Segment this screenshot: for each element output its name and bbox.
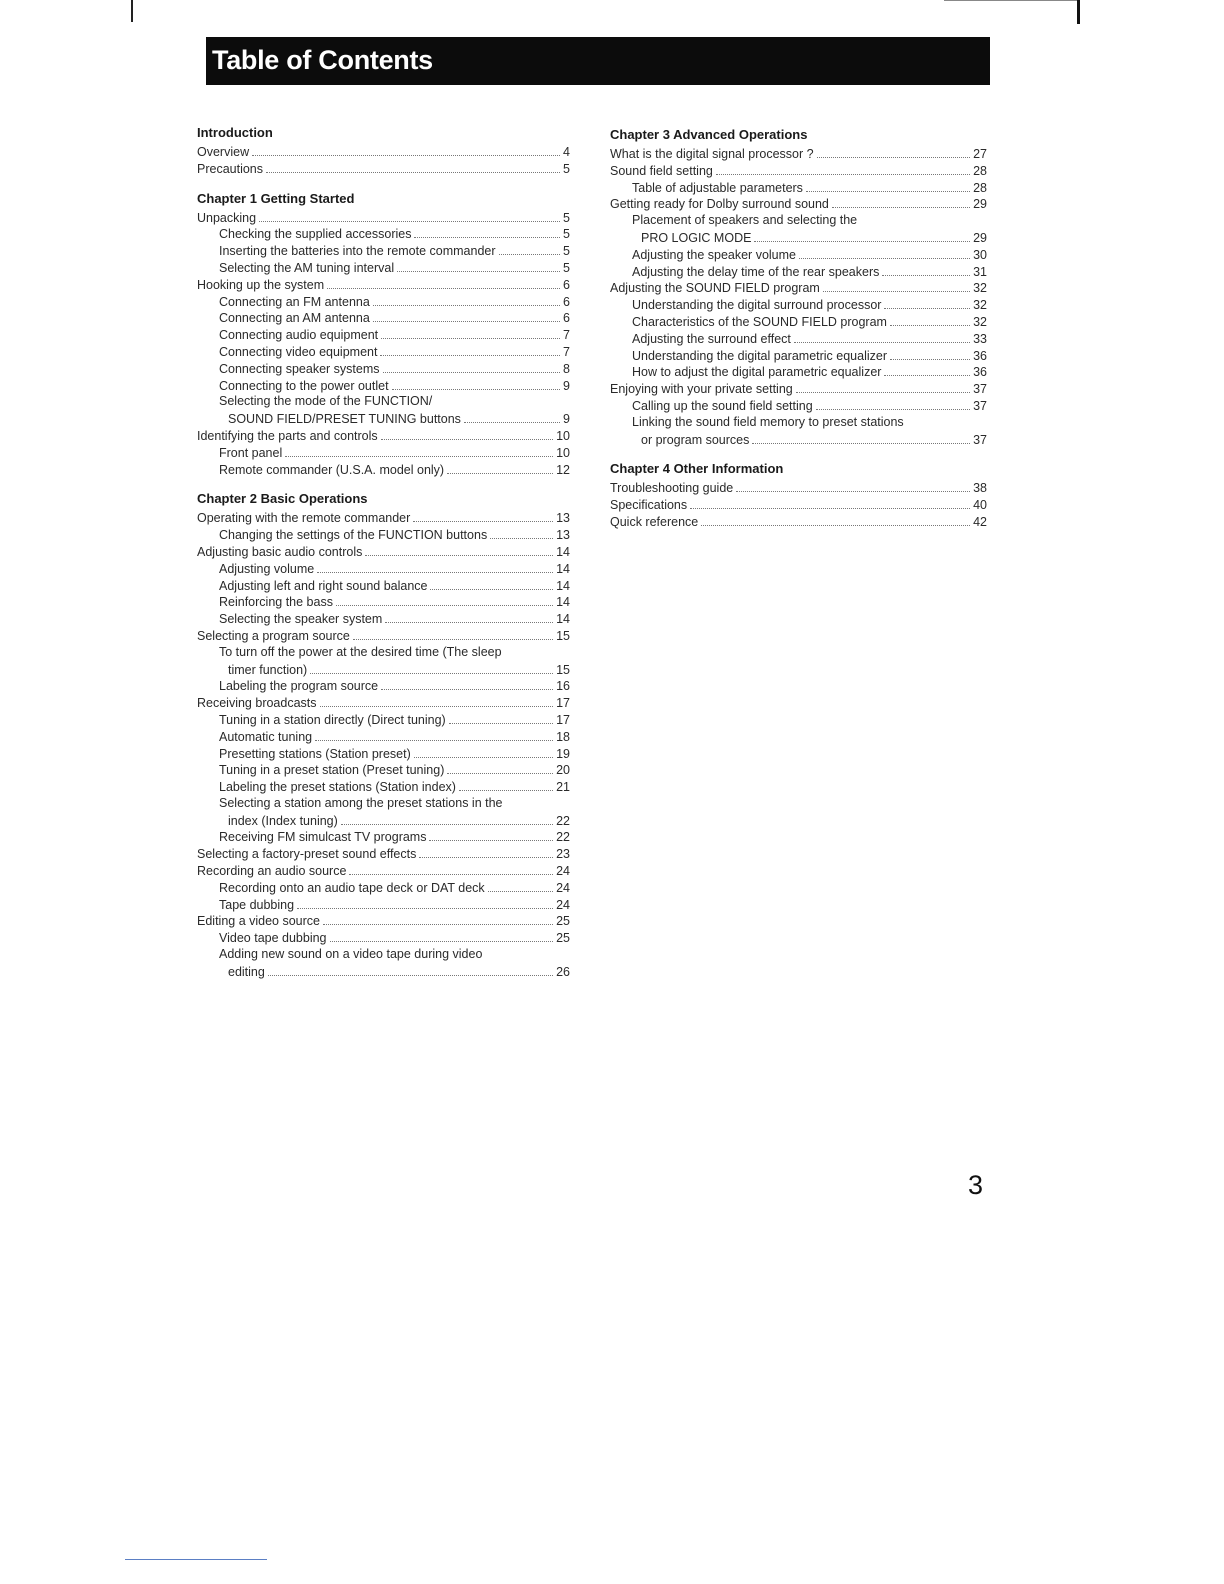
dot-leader [383,358,561,373]
toc-entry[interactable] [610,412,987,429]
dot-leader [419,843,553,858]
toc-entry[interactable] [197,558,570,575]
entry-title: Selecting the speaker system [219,612,383,627]
toc-entry[interactable] [197,507,570,524]
entry-page: 32 [973,298,987,313]
toc-entry[interactable] [197,425,570,442]
entry-page: 38 [973,481,987,496]
entry-title: Receiving FM simulcast TV programs [219,830,427,845]
entry-page: 12 [556,462,570,477]
entry-title: Adjusting the surround effect [632,331,791,346]
dot-leader [754,227,970,242]
entry-page: 5 [563,210,570,225]
entry-page: 29 [973,230,987,245]
dot-leader [459,776,553,791]
entry-page: 29 [973,197,987,212]
toc-entry[interactable] [197,810,570,827]
entry-title: PRO LOGIC MODE [641,230,752,245]
dot-leader [435,391,567,405]
dot-leader [285,442,553,457]
entry-title: Operating with the remote commander [197,511,411,526]
entry-page: 14 [556,544,570,559]
dot-leader [413,507,553,522]
dot-leader [447,759,553,774]
entry-page: 9 [563,412,570,427]
entry-title: Quick reference [610,514,699,529]
entry-page: 24 [556,897,570,912]
toc-entry[interactable] [197,341,570,358]
section-heading: Chapter 2 Basic Operations [197,491,368,507]
entry-page: 6 [563,294,570,309]
entry-title: Adjusting the speaker volume [632,247,796,262]
entry-page: 16 [556,679,570,694]
dot-leader [259,207,560,222]
toc-entry[interactable] [197,659,570,676]
toc-entry[interactable] [197,274,570,291]
toc-entry[interactable] [197,375,570,392]
entry-title: Adjusting basic audio controls [197,544,363,559]
entry-title: Selecting the AM tuning interval [219,260,395,275]
entry-title: Recording onto an audio tape deck or DAT deck [219,880,485,895]
dot-leader [373,291,560,306]
entry-page: 33 [973,331,987,346]
toc-entry[interactable] [197,793,570,810]
entry-page: 28 [973,180,987,195]
bottom-rule [125,1559,267,1560]
dot-leader [323,910,553,925]
entry-page: 17 [556,696,570,711]
dot-leader [806,177,970,192]
title-banner [200,37,990,85]
entry-title: Placement of speakers and selecting the [632,213,858,228]
entry-page: 30 [973,247,987,262]
dot-leader [385,608,553,623]
entry-title: Checking the supplied accessories [219,227,412,242]
toc-entry[interactable] [197,575,570,592]
toc-entry[interactable] [197,675,570,692]
dot-leader [752,429,970,444]
dot-leader [392,375,560,390]
dot-leader [485,944,567,958]
entry-title: Connecting to the power outlet [219,378,389,393]
entry-title: Adjusting left and right sound balance [219,578,428,593]
dot-leader [414,223,560,238]
toc-entry[interactable] [197,726,570,743]
entry-title: Tape dubbing [219,897,295,912]
dot-leader [336,591,553,606]
toc-entry[interactable] [610,328,987,345]
entry-title: Sound field setting [610,163,713,178]
dot-leader [266,158,560,173]
dot-leader [490,524,553,539]
toc-entry[interactable] [197,776,570,793]
entry-title: Connecting audio equipment [219,328,379,343]
entry-page: 18 [556,729,570,744]
dot-leader [297,894,553,909]
entry-page: 10 [556,428,570,443]
toc-entry[interactable] [610,227,987,244]
dot-leader [317,558,553,573]
entry-page: 5 [563,161,570,176]
toc-section [197,190,570,476]
entry-page: 14 [556,578,570,593]
entry-title: Linking the sound field memory to preset stations [632,414,904,429]
entry-title: or program sources [641,432,750,447]
dot-leader [268,961,553,976]
section-heading: Introduction [197,125,273,140]
entry-title: Identifying the parts and controls [197,428,378,443]
entry-title: How to adjust the digital parametric equalizer [632,365,882,380]
crop-mark-left [131,0,133,22]
entry-page: 37 [973,382,987,397]
section-heading: Chapter 4 Other Information [610,461,784,477]
entry-title: Adjusting volume [219,561,315,576]
entry-page: 14 [556,561,570,576]
entry-title: Hooking up the system [197,277,325,292]
toc-entry[interactable] [610,345,987,362]
section-heading: Chapter 1 Getting Started [197,190,355,206]
entry-page: 7 [563,344,570,359]
entry-page: 24 [556,880,570,895]
entry-title: Precautions [197,161,264,176]
toc-entry[interactable] [197,207,570,224]
toc-entry[interactable] [610,311,987,328]
entry-title: Connecting an FM antenna [219,294,370,309]
toc-entry[interactable] [610,378,987,395]
entry-title: index (Index tuning) [228,813,338,828]
toc-entry[interactable] [197,759,570,776]
entry-page: 14 [556,595,570,610]
dot-leader [506,793,567,807]
entry-page: 22 [556,813,570,828]
entry-title: Tuning in a preset station (Preset tuning) [219,763,445,778]
dot-leader [907,412,984,426]
entry-title: Selecting a program source [197,628,350,643]
toc-entry[interactable] [197,324,570,341]
entry-title: Front panel [219,445,283,460]
dot-leader [823,277,970,292]
entry-page: 27 [973,147,987,161]
dot-leader [349,860,553,875]
dot-leader [890,311,970,326]
toc-entry[interactable] [197,625,570,642]
toc-entry[interactable] [610,261,987,278]
toc-entry[interactable] [610,477,987,494]
entry-page: 15 [556,662,570,677]
entry-page: 19 [556,746,570,761]
entry-page: 21 [556,780,570,795]
entry-page: 5 [563,227,570,242]
dot-leader [884,294,970,309]
entry-title: Table of adjustable parameters [632,180,803,195]
entry-page: 7 [563,328,570,343]
toc-entry[interactable] [610,511,987,528]
entry-title: Inserting the batteries into the remote commander [219,244,496,259]
dot-leader [310,659,553,674]
entry-title: Labeling the program source [219,679,379,694]
dot-leader [320,692,554,707]
entry-title: Video tape dubbing [219,931,327,946]
page-number: 3 [968,1170,984,1200]
dot-leader [716,160,970,175]
entry-page: 31 [973,264,987,279]
toc-section [610,460,987,527]
dot-leader [429,826,553,841]
toc-entry[interactable] [197,524,570,541]
entry-title: Receiving broadcasts [197,696,317,711]
crop-mark-right [1077,0,1080,24]
toc-entry[interactable] [197,408,570,425]
toc-entry[interactable] [610,177,987,194]
entry-page: 28 [973,163,987,178]
toc-entry[interactable] [197,877,570,894]
entry-title: Selecting a station among the preset stations in the [219,795,503,810]
entry-title: Recording an audio source [197,864,347,879]
entry-title: Presetting stations (Station preset) [219,746,411,761]
toc-entry[interactable] [197,223,570,240]
toc-entry[interactable] [197,391,570,408]
entry-title: Connecting an AM antenna [219,311,370,326]
toc-section [610,126,987,445]
toc-entry[interactable] [197,442,570,459]
entry-page: 23 [556,847,570,862]
dot-leader [799,244,970,259]
entry-title: Troubleshooting guide [610,481,734,496]
dot-leader [365,541,553,556]
entry-page: 32 [973,281,987,296]
entry-title: Overview [197,145,250,159]
toc-entry[interactable] [197,141,570,158]
toc-entry[interactable] [197,307,570,324]
toc-entry[interactable] [197,709,570,726]
toc-entry[interactable] [197,894,570,911]
entry-title: editing [228,964,265,979]
entry-title: Tuning in a station directly (Direct tuning) [219,712,446,727]
entry-title: Connecting speaker systems [219,361,380,376]
entry-title: Adding new sound on a video tape during video [219,947,483,962]
dot-leader [252,141,560,156]
dot-leader [464,408,560,423]
dot-leader [794,328,970,343]
entry-title: Changing the settings of the FUNCTION buttons [219,528,488,543]
entry-page: 32 [973,314,987,329]
toc-entry[interactable] [610,494,987,511]
dot-leader [817,143,971,158]
entry-title: Getting ready for Dolby surround sound [610,197,829,212]
dot-leader [505,642,567,656]
entry-page: 37 [973,432,987,447]
toc-entry[interactable] [197,591,570,608]
entry-title: Reinforcing the bass [219,595,333,610]
toc-entry[interactable] [197,843,570,860]
toc-entry[interactable] [197,358,570,375]
toc-entry[interactable] [197,158,570,175]
entry-title: Automatic tuning [219,729,313,744]
toc-entry[interactable] [197,927,570,944]
toc-entry[interactable] [610,143,987,160]
crop-mark-top-line [944,0,1078,1]
toc-entry[interactable] [197,860,570,877]
toc-entry[interactable] [197,910,570,927]
entry-page: 5 [563,260,570,275]
dot-leader [488,877,553,892]
entry-page: 25 [556,931,570,946]
toc-entry[interactable] [610,429,987,446]
toc-entry[interactable] [610,244,987,261]
dot-leader [330,927,554,942]
dot-leader [327,274,560,289]
dot-leader [315,726,553,741]
toc-left-column [197,124,570,978]
dot-leader [373,307,560,322]
entry-page: 26 [556,964,570,979]
dot-leader [890,345,970,360]
dot-leader [796,378,970,393]
entry-page: 6 [563,277,570,292]
entry-title: Adjusting the delay time of the rear speakers [632,264,880,279]
entry-title: Remote commander (U.S.A. model only) [219,462,445,477]
page-title: Table of Contents [212,45,433,75]
toc-entry[interactable] [197,692,570,709]
dot-leader [736,477,970,492]
entry-page: 42 [973,514,987,529]
toc-section [197,124,570,175]
toc-entry[interactable] [197,743,570,760]
toc-entry[interactable] [197,240,570,257]
dot-leader [430,575,553,590]
toc-entry[interactable] [610,294,987,311]
toc-section [197,490,570,977]
toc-entry[interactable] [197,257,570,274]
toc-entry[interactable] [197,642,570,659]
toc-entry[interactable] [197,459,570,476]
toc-entry[interactable] [610,193,987,210]
entry-page: 22 [556,830,570,845]
toc-entry[interactable] [610,160,987,177]
dot-leader [499,240,561,255]
dot-leader [449,709,553,724]
toc-entry[interactable] [197,944,570,961]
toc-entry[interactable] [610,361,987,378]
entry-title: Enjoying with your private setting [610,382,793,397]
entry-page: 36 [973,348,987,363]
dot-leader [414,743,553,758]
toc-entry[interactable] [610,277,987,294]
entry-title: Calling up the sound field setting [632,398,813,413]
entry-title: Understanding the digital parametric equalizer [632,348,888,363]
entry-title: To turn off the power at the desired time (The sleep [219,644,502,659]
dot-leader [381,324,560,339]
dot-leader [380,341,560,356]
dot-leader [381,675,553,690]
entry-page: 4 [563,145,570,159]
entry-page: 14 [556,612,570,627]
toc-entry[interactable] [197,291,570,308]
dot-leader [882,261,970,276]
dot-leader [381,425,553,440]
dot-leader [860,210,984,224]
dot-leader [353,625,553,640]
toc-entry[interactable] [197,826,570,843]
toc-entry[interactable] [197,961,570,978]
entry-page: 37 [973,398,987,413]
entry-title: Editing a video source [197,914,320,929]
dot-leader [816,395,970,410]
entry-page: 15 [556,628,570,643]
toc-entry[interactable] [197,541,570,558]
toc-entry[interactable] [610,210,987,227]
entry-page: 5 [563,244,570,259]
entry-title: timer function) [228,662,308,677]
entry-title: SOUND FIELD/PRESET TUNING buttons [228,412,461,427]
entry-page: 13 [556,528,570,543]
entry-page: 40 [973,498,987,513]
entry-title: What is the digital signal processor ? [610,147,814,161]
entry-page: 9 [563,378,570,393]
toc-right-column [610,126,987,528]
section-heading: Chapter 3 Advanced Operations [610,127,808,142]
entry-page: 20 [556,763,570,778]
toc-entry[interactable] [197,608,570,625]
entry-title: Specifications [610,498,688,513]
entry-title: Selecting a factory-preset sound effects [197,847,417,862]
dot-leader [701,511,970,526]
entry-page: 13 [556,511,570,526]
entry-page: 10 [556,445,570,460]
dot-leader [690,494,970,509]
entry-title: Characteristics of the SOUND FIELD program [632,314,887,329]
entry-title: Connecting video equipment [219,344,378,359]
entry-page: 17 [556,712,570,727]
entry-title: Understanding the digital surround processor [632,298,882,313]
entry-page: 36 [973,365,987,380]
entry-title: Labeling the preset stations (Station index) [219,780,456,795]
dot-leader [832,193,970,208]
dot-leader [884,361,970,376]
entry-page: 25 [556,914,570,929]
entry-page: 6 [563,311,570,326]
entry-page: 24 [556,864,570,879]
entry-title: Adjusting the SOUND FIELD program [610,281,820,296]
entry-title: Unpacking [197,210,257,225]
dot-leader [341,810,553,825]
entry-title: Selecting the mode of the FUNCTION/ [219,394,433,409]
dot-leader [447,459,553,474]
dot-leader [397,257,560,272]
entry-page: 8 [563,361,570,376]
toc-entry[interactable] [610,395,987,412]
